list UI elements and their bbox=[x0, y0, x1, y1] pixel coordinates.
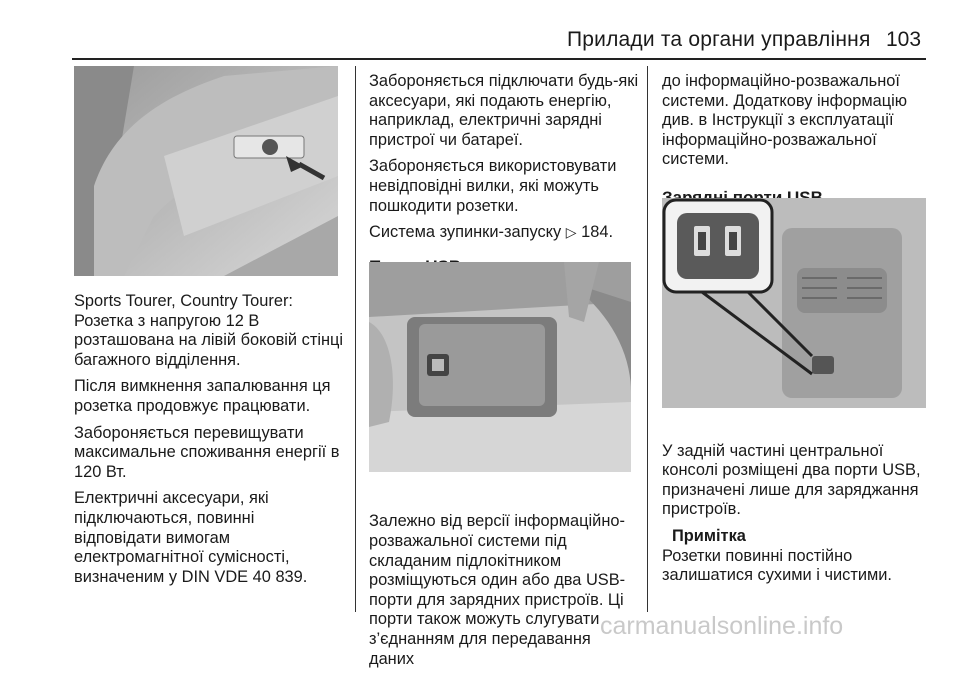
figure-armrest-usb bbox=[369, 262, 631, 472]
line: до інформаційно-розважальної bbox=[662, 72, 900, 90]
line: Розетки повинні постійно bbox=[662, 546, 853, 565]
line: відповідати вимогам bbox=[74, 528, 231, 547]
line: Залежно від версії інформаційно- bbox=[369, 512, 625, 531]
line: Після вимкнення запалювання ця bbox=[74, 377, 331, 396]
line: інформаційно-розважальної bbox=[662, 130, 877, 149]
paragraph-trunk-socket bbox=[74, 292, 346, 370]
line: див. в Інструкції з експлуатації bbox=[662, 111, 894, 130]
column-divider bbox=[647, 66, 648, 612]
arrow-ref-icon: ▷ bbox=[565, 224, 577, 241]
line: Забороняється перевищувати bbox=[74, 423, 304, 442]
cross-reference-page[interactable]: 184. bbox=[581, 223, 614, 242]
paragraph-ignition-off bbox=[74, 377, 346, 416]
line: підключаються, повинні bbox=[74, 508, 255, 527]
paragraph-rear-console-usb bbox=[662, 442, 928, 520]
paragraph-emc bbox=[74, 489, 346, 587]
line: призначені лише для заряджання bbox=[662, 480, 919, 499]
line: розетка продовжує працювати. bbox=[74, 396, 311, 415]
note-body bbox=[662, 547, 928, 586]
line: 120 Вт. bbox=[74, 462, 127, 481]
line: пристроїв. bbox=[662, 500, 741, 519]
line: невідповідні вилки, які можуть bbox=[369, 176, 599, 195]
paragraph-no-unsuitable-plugs bbox=[369, 157, 639, 216]
line: консолі розміщені два порти USB, bbox=[662, 461, 921, 480]
line: пошкодити розетки. bbox=[369, 196, 519, 215]
line: розташована на лівій боковій стінці bbox=[74, 331, 344, 350]
header-rule bbox=[72, 58, 926, 60]
line: пристрої чи батареї. bbox=[369, 130, 523, 149]
column-1 bbox=[74, 292, 346, 594]
line: багажного відділення. bbox=[74, 350, 241, 369]
watermark: carmanualsonline.info bbox=[600, 612, 844, 640]
line: порти для зарядних пристроїв. Ці bbox=[369, 590, 624, 609]
note-heading: Примітка bbox=[672, 526, 746, 545]
line: порти також можуть слугувати bbox=[369, 610, 600, 629]
paragraph-max-power bbox=[74, 424, 346, 483]
line: з’єднанням для передавання даних bbox=[369, 629, 591, 668]
line: системи. bbox=[662, 150, 729, 169]
page-number: 103 bbox=[886, 28, 922, 51]
line: розважальної системи під bbox=[369, 531, 567, 550]
paragraph-stop-start bbox=[369, 223, 639, 243]
line: аксесуари, які подають енергію, bbox=[369, 91, 612, 110]
page-header bbox=[0, 0, 960, 60]
line: системи. Додаткову інформацію bbox=[662, 91, 908, 110]
column-divider bbox=[355, 66, 356, 612]
line: Забороняється використовувати bbox=[369, 157, 617, 176]
line: Електричні аксесуари, які bbox=[74, 489, 269, 508]
paragraph-usb-under-armrest bbox=[369, 512, 639, 669]
page-title: Прилади та органи управління bbox=[567, 28, 871, 51]
cross-reference-text: Система зупинки-запуску bbox=[369, 223, 562, 242]
line: Розетка з напругою 12 В bbox=[74, 311, 260, 330]
paragraph-infotainment-ref bbox=[662, 72, 928, 170]
line: наприклад, електричні зарядні bbox=[369, 111, 602, 130]
line: залишатися сухими і чистими. bbox=[662, 566, 892, 585]
line: Забороняється підключати будь-які bbox=[369, 72, 639, 90]
line: електромагнітної сумісності, bbox=[74, 548, 290, 567]
line: визначеним у DIN VDE 40 839. bbox=[74, 567, 308, 586]
line: максимальне споживання енергії в bbox=[74, 443, 340, 462]
line: Sports Tourer, Country Tourer: bbox=[74, 292, 293, 310]
line: розміщуються один або два USB- bbox=[369, 571, 626, 590]
figure-rear-console-usb bbox=[662, 198, 926, 408]
line: складаним підлокітником bbox=[369, 551, 562, 570]
line: У задній частині центральної bbox=[662, 441, 884, 460]
paragraph-no-power-accessories bbox=[369, 72, 639, 150]
figure-trunk-socket bbox=[74, 66, 338, 276]
